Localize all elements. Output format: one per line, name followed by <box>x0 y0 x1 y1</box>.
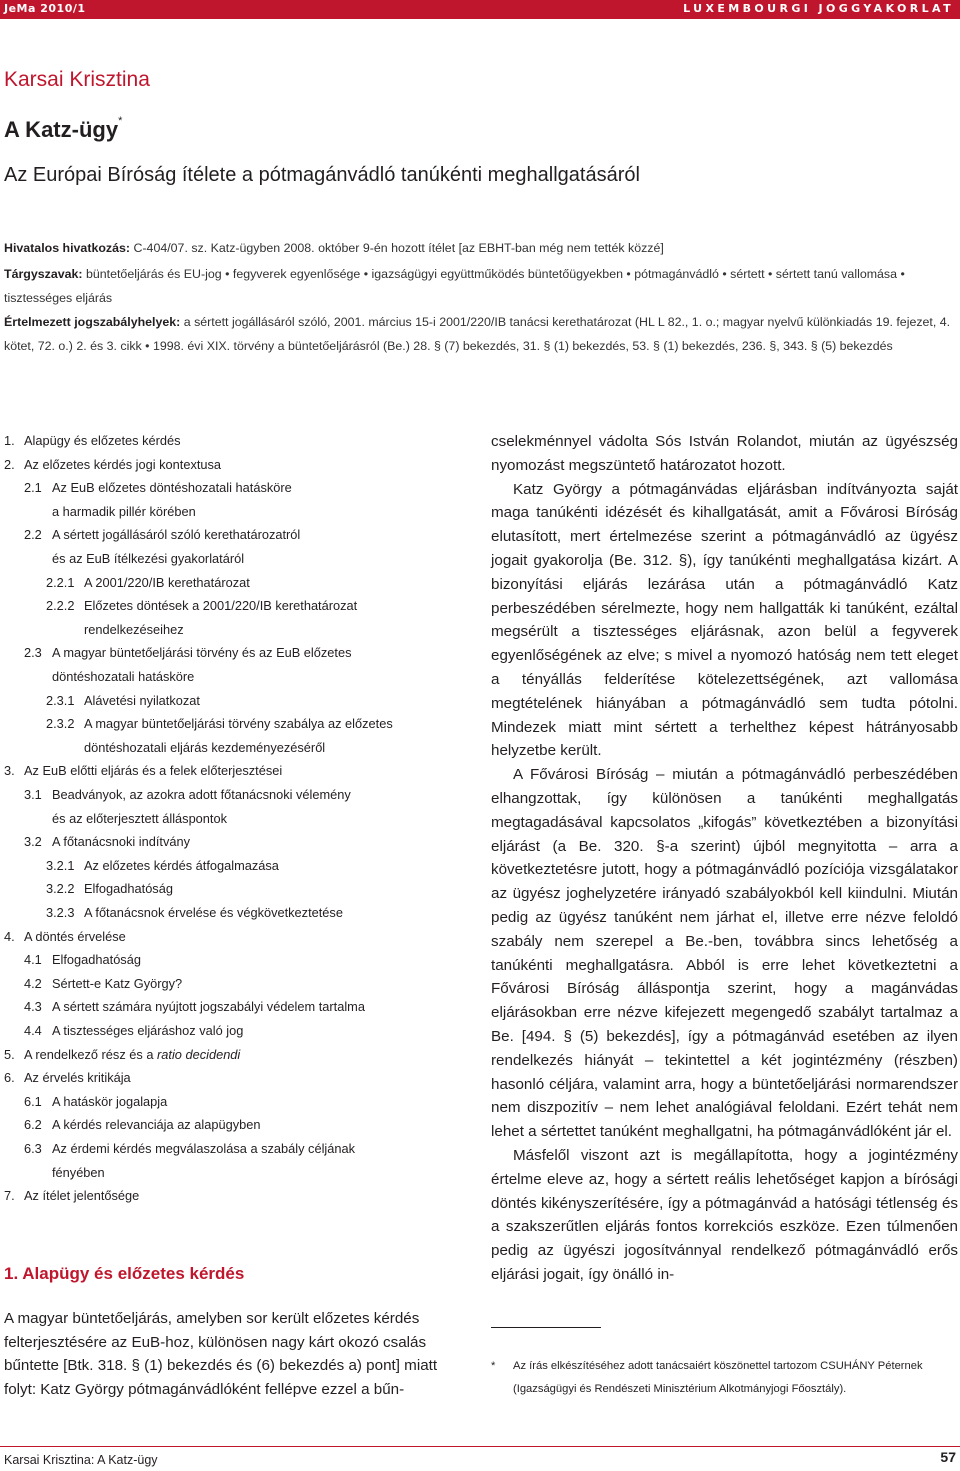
toc-item <box>24 976 182 991</box>
toc-text: A magyar büntetőeljárási törvény szabálya az előzetes <box>84 716 393 732</box>
toc-item <box>24 504 196 519</box>
toc-item <box>24 480 292 495</box>
toc-item <box>24 999 365 1014</box>
toc-item <box>4 1188 139 1203</box>
toc-number: 4. <box>4 928 15 944</box>
toc-number: 2.2.2 <box>46 598 75 614</box>
toc-item <box>4 433 181 448</box>
toc-text: Előzetes döntések a 2001/220/IB kerethatározat <box>84 598 358 614</box>
toc-text: A főtanácsnok érvelése és végkövetkeztetése <box>84 905 343 920</box>
toc-number: 6.2 <box>24 1117 42 1133</box>
toc-text: Az előzetes kérdés jogi kontextusa <box>24 456 222 472</box>
toc-item <box>24 1094 167 1109</box>
toc-text: Az ítélet jelentősége <box>24 1188 140 1204</box>
laws-text: a sértett jogállásáról szóló, 2001. március 15-i 2001/220/IB tanácsi kerethatározat (HL L 82., 1. o.; magyar nyelvű különkiadás 19. fejezet, 4. kötet, 72. o.) 2. és 3. cikk • 1998. évi XIX. törvény a büntetőeljárásról (Be.) 28. § (7) bekezdés, 31. § (1) bekezdés, 53. § (1) bekezdés, 236. §, 343. § (5) bekezdés <box>4 315 951 353</box>
toc-number: 2.1 <box>24 480 42 496</box>
toc-text: Elfogadhatóság <box>84 881 173 897</box>
toc-item <box>24 1117 260 1132</box>
toc-item <box>24 811 227 826</box>
toc-number: 2.2.1 <box>46 574 75 590</box>
toc-item <box>24 952 141 967</box>
toc-text: A magyar büntetőeljárási törvény és az EuB előzetes <box>52 645 352 661</box>
toc-text: A kérdés relevanciája az alapügyben <box>52 1117 261 1133</box>
toc-text: A döntés érvelése <box>24 928 126 944</box>
toc-text: A sértett jogállásáról szóló kerethatározatról <box>52 527 301 543</box>
toc-item <box>24 669 194 684</box>
toc-text: Az érvelés kritikája <box>24 1070 131 1086</box>
toc-number: 4.1 <box>24 952 42 968</box>
toc-text: Az előzetes kérdés átfogalmazása <box>84 857 279 873</box>
toc-text: A rendelkező rész és a ratio decidendi <box>24 1046 241 1062</box>
toc-text: A tisztességes eljáráshoz való jog <box>52 1023 244 1038</box>
ref-label: Hivatalos hivatkozás: <box>4 241 131 255</box>
toc-text: fényében <box>52 1164 105 1180</box>
toc-text: A sértett számára nyújtott jogszabályi védelem tartalma <box>52 999 365 1015</box>
toc-item <box>46 881 173 896</box>
toc-item <box>24 551 244 566</box>
keywords-label: Tárgyszavak: <box>4 267 83 281</box>
toc-item <box>24 1023 243 1038</box>
toc-number: 3.2.1 <box>46 857 75 873</box>
page-number: 57 <box>940 1449 956 1465</box>
toc-text: A 2001/220/IB kerethatározat <box>84 574 250 590</box>
title-footnote-mark: * <box>118 115 123 127</box>
ref-text: C-404/07. sz. Katz-ügyben 2008. október 9-én hozott ítélet [az EBHT-ban még nem tették közzé] <box>130 241 664 255</box>
toc-number: 2. <box>4 456 15 472</box>
toc-number: 7. <box>4 1188 15 1204</box>
toc-item <box>24 834 190 849</box>
toc-item <box>24 1141 355 1156</box>
paragraph: Másfelől viszont azt is megállapította, hogy a jogintézmény értelme eleve az, hogy a sértett reális lehetőséget kapjon a bírósági döntés kikényszerítésére, így a pótmagánvád a hatósági tétlenség és a szakszerűtlen eljárás fontos korrekciós eszköze. Ezen túlmenően pedig az ügyészi jogosítvánnyal rendelkező pótmagánvádló erős eljárási jogait, így önálló in- <box>491 1146 958 1283</box>
article-subtitle: Az Európai Bíróság ítélete a pótmagánvádló tanúkénti meghallgatásáról <box>4 164 640 186</box>
toc-number: 3.2.2 <box>46 881 75 897</box>
toc-number: 6. <box>4 1070 15 1086</box>
official-reference <box>4 236 956 260</box>
toc-text: Az EuB előzetes döntéshozatali hatásköre <box>52 480 292 496</box>
toc-number: 3.2 <box>24 834 42 850</box>
toc-number: 4.3 <box>24 999 42 1015</box>
paragraph: A Fővárosi Bíróság – miután a pótmagánvádló perbeszédében elhangzottak, így különösen a tanúkénti meghallgatás megtagadásával kapcsolatos „kifogás” következtében a bizonyítási eljárást (a Be. 320. §-a szerint) újból megnyitotta – arra a következtetésre jutott, hogy a pótmagánvádló pozíciója vizsgálatakor az ügyész joghelyzetére irányadó szabályokból kell kiindulni. Miután pedig az ügyész tanúként nem járhat el, illetve erre nézve feloldó szabály nem szerepel a Be.-ben, továbbra sincs lehetőség a tanúkénti meghallgatásra. Abból is erre lehet következtetni a Fővárosi Bíróság álláspontja szerint, hogy a magánvádas eljárásokban erre nézve kifejezett megengedő szabályt tartalmaz a Be. [494. § (5) bekezdés], így a pótmagánvád esetében az ilyen rendelkezés hiányát – tekintettel a két jogintézmény (részben) hasonló céljára, valamint arra, hogy a büntetőeljárási normarendszer nem diszpozitív – nem lehet analógiával feloldani. Ezért tehát nem lehet a sértettet tanúként meghallgatni, ha pótmagánvádlóként jár el. <box>491 766 958 1141</box>
toc-text: Alávetési nyilatkozat <box>84 692 200 708</box>
toc-item <box>4 929 126 944</box>
toc-number: 6.1 <box>24 1093 42 1109</box>
toc-text: Alapügy és előzetes kérdés <box>24 433 181 448</box>
running-title: Karsai Krisztina: A Katz-ügy <box>4 1453 158 1467</box>
toc-item <box>46 905 343 920</box>
toc-text: döntéshozatali eljárás kezdeményezéséről <box>84 739 326 755</box>
toc-text: és az előterjesztett álláspontok <box>52 810 227 826</box>
author-name: Karsai Krisztina <box>4 68 150 91</box>
toc-item <box>24 527 300 542</box>
toc-item <box>46 858 279 873</box>
toc-number: 2.3.1 <box>46 692 75 708</box>
toc-number: 1. <box>4 433 15 448</box>
paragraph: Katz György a pótmagánvádas eljárásban indítványozta saját maga tanúkénti idézését és kihallgatását, amit a Fővárosi Bíróság elutasított, mert értelmezése szerint a pótmagánvádló az ügyész jogait gyakorolja (Be. 312. §), így tanúkénti meghallgatása kizárt. A bizonyítási eljárás lezárása után a pótmagánvádló Katz perbeszédében sérelmezte, hogy nem hallgatták ki tanúként, ezáltal megsérült a tisztességes eljárásnak, azon belül a fegyverek egyenlőségének az elve; s mivel a nyomozó hatóság nem tett eleget a tényállás felderítése kötelezettségének, azt vallomása megtételének hiányában a pótmagánvádló sem tudta pótolni. Mindezek miatt mint sértett a terhelthez képest hátrányosabb helyzetbe került. <box>491 480 958 760</box>
toc-item <box>4 1070 131 1085</box>
toc-text: Sértett-e Katz György? <box>52 975 183 991</box>
toc-text: A főtanácsnoki indítvány <box>52 834 191 850</box>
keywords <box>4 262 956 310</box>
laws-label: Értelmezett jogszabályhelyek: <box>4 315 181 329</box>
toc-item <box>46 693 200 708</box>
toc-text: döntéshozatali hatásköre <box>52 669 195 684</box>
toc-number: 3.2.3 <box>46 905 75 920</box>
toc-number: 2.3.2 <box>46 716 75 732</box>
footnote <box>491 1355 958 1401</box>
toc-text: a harmadik pillér körében <box>52 503 196 519</box>
toc-number: 4.2 <box>24 975 42 991</box>
paragraph: cselekménnyel vádolta Sós István Rolandot, miután az ügyészség nyomozást megszüntető határozatot hozott. <box>491 433 958 474</box>
toc-item <box>46 575 250 590</box>
toc-text: A hatáskör jogalapja <box>52 1093 168 1109</box>
toc-text: Az EuB előtti eljárás és a felek előterjesztései <box>24 763 283 779</box>
toc-text: rendelkezéseihez <box>84 621 184 637</box>
toc-number: 3. <box>4 763 15 779</box>
footer-divider <box>0 1446 960 1447</box>
toc-item <box>4 1047 240 1062</box>
title-text: A Katz-ügy <box>4 117 119 142</box>
section-1-paragraph: A magyar büntetőeljárás, amelyben sor került előzetes kérdés felterjesztésére az EuB-hoz, különösen nagy kárt okozó csalás bűntette [Btk. 318. § (1) bekezdés és (6) bekezdés a) pont] miatt folyt: Katz György pótmagánvádlóként fellépve ezzel a bűn- <box>4 1310 438 1398</box>
toc-text: és az EuB ítélkezési gyakorlatáról <box>52 551 245 566</box>
toc-item <box>4 763 282 778</box>
toc-text: Elfogadhatóság <box>52 952 141 968</box>
right-column-text <box>491 430 958 1287</box>
toc-item <box>46 740 325 755</box>
toc-item <box>24 787 351 802</box>
toc-item <box>24 1165 105 1180</box>
toc-text: Beadványok, az azokra adott főtanácsnoki vélemény <box>52 787 351 802</box>
footnote-mark: * <box>491 1360 496 1372</box>
toc-number: 4.4 <box>24 1023 42 1038</box>
toc-number: 6.3 <box>24 1141 42 1156</box>
article-title <box>4 117 122 143</box>
section-name: LUXEMBOURGI JOGGYAKORLAT <box>683 2 954 15</box>
toc-number: 2.3 <box>24 645 42 661</box>
toc-number: 3.1 <box>24 787 42 802</box>
footnote-divider <box>491 1327 601 1328</box>
interpreted-laws <box>4 310 956 358</box>
toc-item <box>4 457 221 472</box>
footnote-text: Az írás elkészítéséhez adott tanácsaiért köszönettel tartozom CSUHÁNY Péternek (Igazságügyi és Rendészeti Minisztérium Alkotmányjogi Főosztály). <box>513 1360 923 1395</box>
journal-header-bar <box>0 0 960 19</box>
journal-issue: JeMa 2010/1 <box>4 2 86 15</box>
toc-item <box>46 622 184 637</box>
toc-number: 2.2 <box>24 527 42 543</box>
toc-number: 5. <box>4 1046 15 1062</box>
toc-text: Az érdemi kérdés megválaszolása a szabály céljának <box>52 1141 356 1156</box>
section-1-heading: 1. Alapügy és előzetes kérdés <box>4 1264 245 1283</box>
toc-item <box>46 598 357 613</box>
toc-item <box>24 645 351 660</box>
keywords-text: büntetőeljárás és EU-jog • fegyverek egyenlősége • igazságügyi együttműködés büntetőügyekben • pótmagánvádló • sértett • sértett tanú vallomása • tisztességes eljárás <box>4 267 905 305</box>
toc-item <box>46 716 393 731</box>
